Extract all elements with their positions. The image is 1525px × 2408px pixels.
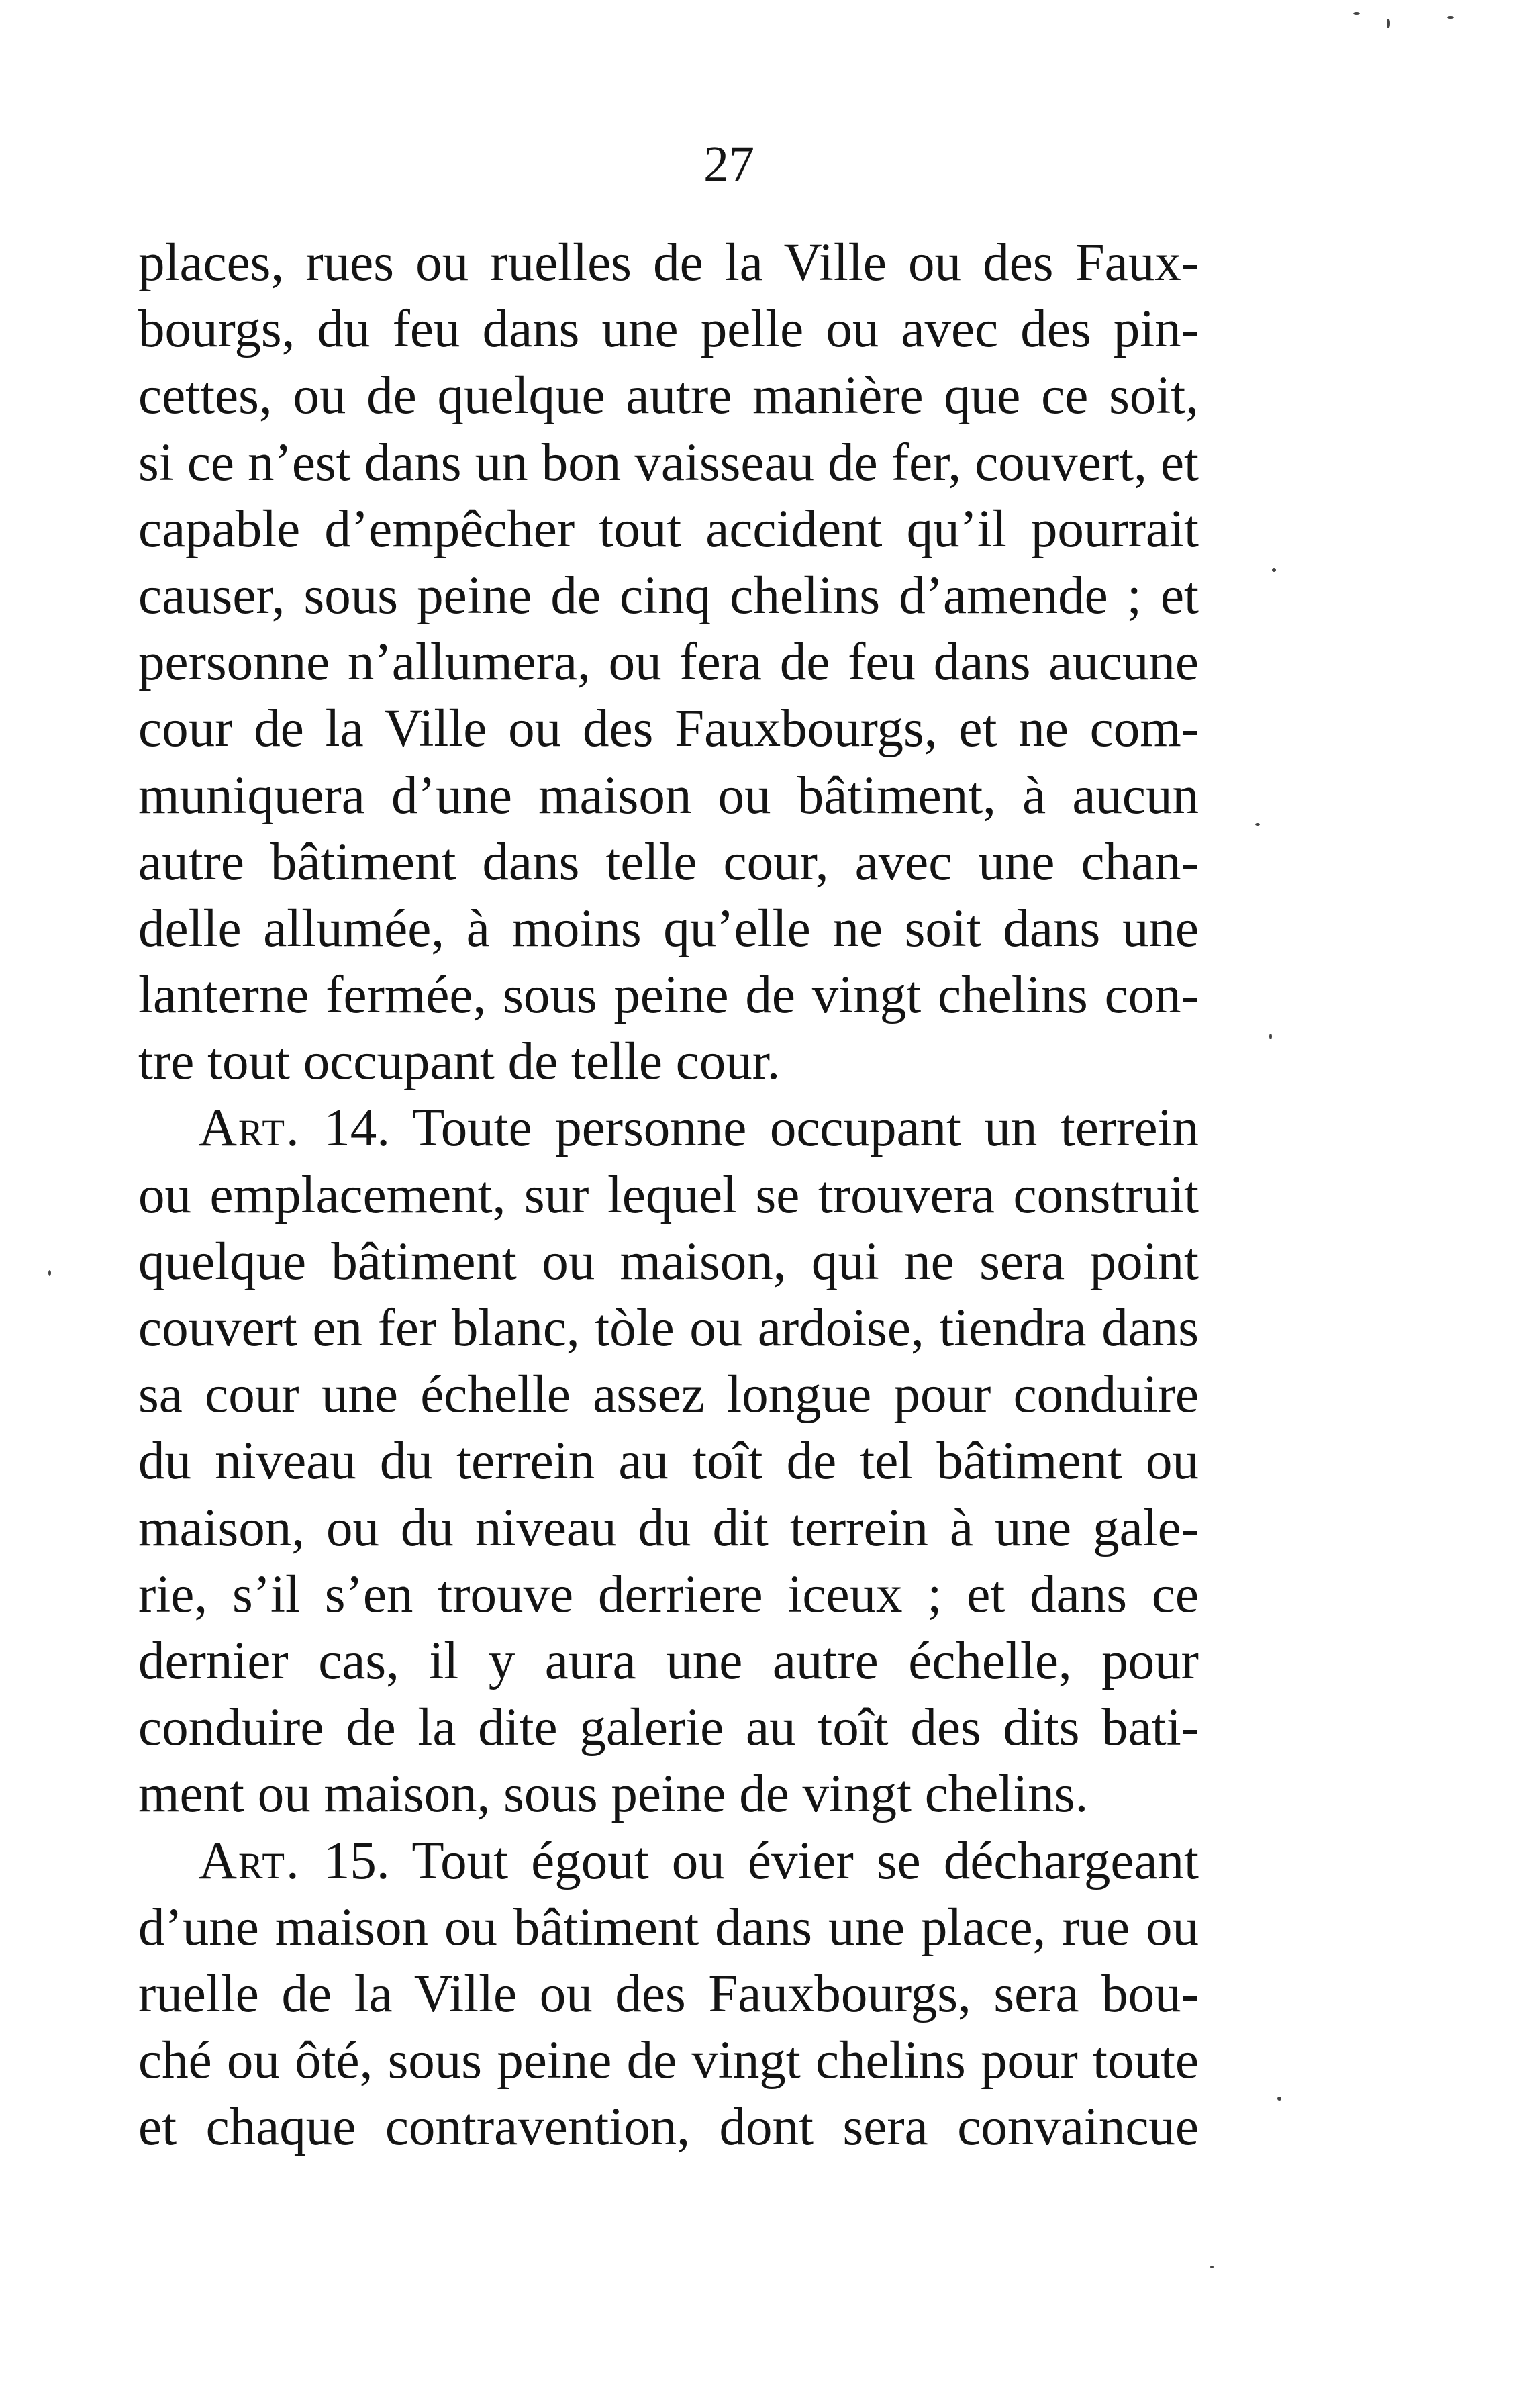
text-line: maison, ou du niveau du dit terrein à une gale- [138, 1498, 1199, 1557]
text-line: cour de la Ville ou des Fauxbourgs, et ne com- [138, 700, 1199, 759]
page-number: 27 [703, 136, 754, 193]
text-line: causer, sous peine de cinq chelins d’amende ; et [138, 566, 1199, 625]
text-line: autre bâtiment dans telle cour, avec une chan- [138, 832, 1199, 892]
text-line: places, rues ou ruelles de la Ville ou des Faux- [138, 234, 1199, 292]
paper-speck [48, 1270, 51, 1276]
text-line: quelque bâtiment ou maison, qui ne sera point [138, 1232, 1199, 1291]
paper-speck [1272, 568, 1276, 572]
article-14-text: 14. Toute personne occupant un terrein [300, 1099, 1199, 1158]
paragraph-end-line: ment ou maison, sous peine de vingt chelins. [138, 1765, 1089, 1824]
paper-speck [1447, 16, 1454, 19]
article-label: Art. [199, 1831, 301, 1890]
text-line: muniquera d’une maison ou bâtiment, à aucun [138, 766, 1199, 825]
text-line: dernier cas, il y aura une autre échelle, pour [138, 1631, 1199, 1690]
text-line: du niveau du terrein au toît de tel bâtiment ou [138, 1432, 1199, 1491]
text-line: ché ou ôté, sous peine de vingt chelins pour toute [138, 2031, 1199, 2090]
text-line: bourgs, du feu dans une pelle ou avec des pin- [138, 300, 1199, 359]
article-15-text: 15. Tout égout ou évier se déchargeant [300, 1831, 1199, 1890]
paper-speck [1387, 19, 1390, 28]
text-line: delle allumée, à moins qu’elle ne soit dans une [138, 899, 1199, 958]
paper-speck [1210, 2266, 1214, 2268]
text-line: couvert en fer blanc, tòle ou ardoise, tiendra dans [138, 1299, 1199, 1357]
text-line: d’une maison ou bâtiment dans une place, rue ou [138, 1898, 1199, 1957]
paragraph-end-line: tre tout occupant de telle cour. [138, 1032, 781, 1092]
paper-speck [1269, 1034, 1272, 1039]
text-line: lanterne fermée, sous peine de vingt chelins con- [138, 966, 1199, 1025]
text-line: si ce n’est dans un bon vaisseau de fer, couvert, et [138, 433, 1199, 492]
paper-speck [1353, 12, 1360, 15]
text-line: rie, s’il s’en trouve derriere iceux ; et dans ce [138, 1565, 1199, 1624]
text-line: conduire de la dite galerie au toît des dits bati- [138, 1698, 1199, 1757]
text-line: et chaque contravention, dont sera convaincue [138, 2098, 1199, 2157]
article-14-heading-line [138, 1095, 1199, 1161]
text-line: ruelle de la Ville ou des Fauxbourgs, sera bou- [138, 1964, 1199, 2023]
text-line: capable d’empêcher tout accident qu’il pourrait [138, 499, 1199, 559]
text-line: ou emplacement, sur lequel se trouvera construit [138, 1165, 1199, 1224]
text-line: personne n’allumera, ou fera de feu dans aucune [138, 633, 1199, 692]
article-label: Art. [199, 1099, 301, 1158]
text-line: sa cour une échelle assez longue pour conduire [138, 1365, 1199, 1425]
paper-speck [1255, 823, 1260, 826]
paper-speck [1277, 2097, 1281, 2101]
body-text [138, 230, 1199, 2160]
article-15-heading-line [138, 1828, 1199, 1894]
text-line: cettes, ou de quelque autre manière que ce soit, [138, 367, 1199, 426]
